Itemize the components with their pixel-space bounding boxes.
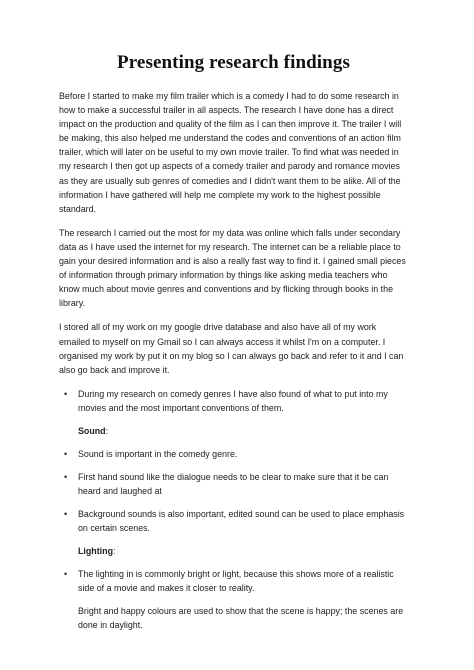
lighting-subheading [59, 544, 408, 558]
list-item-text: Sound is important in the comedy genre. [78, 448, 238, 459]
sound-heading-text: Sound [78, 425, 106, 436]
list-item-text: During my research on comedy genres I have also found of what to put into my movies and the most important conventions of them. [78, 388, 388, 413]
list-item [59, 567, 408, 595]
list-item-text: The lighting in is commonly bright or light, because this shows more of a realistic side of a movie and makes it closer to reality. [78, 568, 394, 593]
list-item-intro [59, 387, 408, 415]
list-item-text: Background sounds is also important, edited sound can be used to place emphasis on certain scenes. [78, 508, 405, 533]
bullet-icon: • [64, 388, 68, 399]
sound-heading-colon: : [105, 425, 109, 436]
list-item [59, 447, 408, 461]
paragraph-storage: I stored all of my work on my google drive database and also have all of my work emailed to myself on my Gmail so I can always access it whilst I'm on a computer. I organised my work by put it on my blog so I can always go back and refer to it and I can also go back and improve it. [59, 322, 404, 375]
list-item [59, 507, 408, 535]
findings-list [59, 387, 408, 415]
bullet-icon: • [64, 508, 68, 519]
sound-subheading [59, 424, 408, 438]
paragraph-research-methods: The research I carried out the most for my data was online which falls under secondary data as I have used the internet for my research. The internet can be a reliable place to gain your desired information and is also a really fast way to find it. I gained small pieces of information through primary information by things like asking media teachers who know much about movie genres and conventions and by flicking through books in the library. [59, 227, 406, 309]
list-item-text: First hand sound like the dialogue needs to be clear to make sure that it be can heard and laughed at [78, 471, 389, 496]
lighting-heading-text: Lighting [78, 545, 113, 556]
sound-list [59, 447, 408, 535]
bullet-icon: • [64, 448, 68, 459]
lighting-heading-colon: : [113, 545, 116, 556]
bullet-icon: • [64, 568, 68, 579]
paragraph-intro: Before I started to make my film trailer which is a comedy I had to do some research in how to make a successful trailer in all aspects. The research I have done has a direct impact on the production and quality of the film as I can then improve it. The trailer I will be making, this also helped me understand the codes and conventions of an action film trailer, which will later on be useful to my own movie trailer. To find what was needed in my research I then got up aspects of a comedy trailer and parody and romance movies as they are usually sub genres of comedies and I didn't want them to be alike. All of the information I have gathered will help me complete my work to the highest possible standard. [59, 91, 402, 214]
bullet-icon: • [64, 471, 68, 482]
lighting-followup: Bright and happy colours are used to show that the scene is happy; the scenes are done in daylight. [78, 605, 404, 630]
list-item [59, 470, 408, 498]
lighting-list [59, 567, 408, 595]
page-title: Presenting research findings [117, 52, 350, 73]
